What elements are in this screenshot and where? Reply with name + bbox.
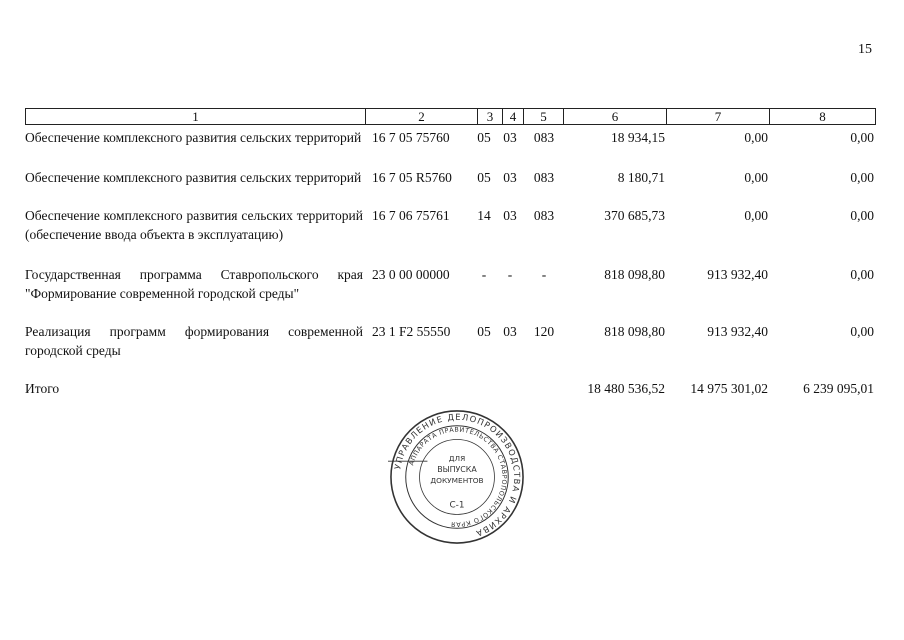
row-col-6: 370 685,73 <box>604 208 665 223</box>
row-col-7: 0,00 <box>744 170 768 185</box>
row-col-8: 0,00 <box>850 130 874 145</box>
row-col-7: 913 932,40 <box>707 324 768 339</box>
row-col-4: 03 <box>503 170 517 185</box>
row-name: Обеспечение комплексного развития сельских территорий (обеспечение ввода объекта в эксплуатацию) <box>25 208 363 242</box>
row-col-3: 05 <box>477 130 491 145</box>
row-col-5: 120 <box>533 324 555 339</box>
stamp-inner-text: АППАРАТА ПРАВИТЕЛЬСТВА СТАВРОПОЛЬСКОГО КРАЯ <box>407 425 509 529</box>
row-col-8: 0,00 <box>850 208 874 223</box>
row-col-4: 03 <box>503 130 517 145</box>
row-col-6: 18 934,15 <box>611 130 665 145</box>
header-col-1: 1 <box>26 109 366 124</box>
row-name: Обеспечение комплексного развития сельских территорий <box>25 130 362 145</box>
row-col-8: 0,00 <box>850 170 874 185</box>
row-code: 23 1 F2 55550 <box>372 324 451 339</box>
total-col-7: 14 975 301,02 <box>690 381 768 396</box>
row-col-3: 05 <box>477 170 491 185</box>
row-col-7: 0,00 <box>744 208 768 223</box>
stamp-mark: С-1 <box>449 500 465 511</box>
row-name: Реализация программ формирования современной городской среды <box>25 324 363 358</box>
row-name: Государственная программа Ставропольского края "Формирование современной городской среды" <box>25 267 363 301</box>
row-code: 16 7 05 R5760 <box>372 170 452 185</box>
total-col-6: 18 480 536,52 <box>587 381 665 396</box>
header-col-5: 5 <box>524 109 564 124</box>
row-col-5: 083 <box>533 208 555 223</box>
official-stamp <box>388 408 526 546</box>
stamp-line-2: ВЫПУСКА <box>437 465 477 475</box>
header-col-3: 3 <box>478 109 503 124</box>
row-code: 16 7 05 75760 <box>372 130 450 145</box>
header-col-8: 8 <box>819 109 826 124</box>
row-code: 23 0 00 00000 <box>372 267 450 282</box>
row-col-3: 14 <box>477 208 491 223</box>
row-col-5: - <box>541 267 547 282</box>
row-col-6: 818 098,80 <box>604 324 665 339</box>
row-col-5: 083 <box>533 130 555 145</box>
row-col-4: 03 <box>503 324 517 339</box>
header-col-4: 4 <box>503 109 524 124</box>
stamp-line-3: ДОКУМЕНТОВ <box>430 475 484 485</box>
row-col-4: - <box>507 267 513 282</box>
stamp-line-1: ДЛЯ <box>448 454 466 464</box>
row-col-5: 083 <box>533 170 555 185</box>
stamp-outer-text: УПРАВЛЕНИЕ ДЕЛОПРОИЗВОДСТВА И АРХИВА <box>392 411 523 539</box>
row-col-4: 03 <box>503 208 517 223</box>
row-col-8: 0,00 <box>850 324 874 339</box>
row-col-6: 8 180,71 <box>617 170 665 185</box>
header-col-6: 6 <box>564 109 667 124</box>
total-label: Итого <box>25 381 60 396</box>
row-col-8: 0,00 <box>850 267 874 282</box>
total-col-8: 6 239 095,01 <box>803 381 874 396</box>
row-code: 16 7 06 75761 <box>372 208 450 223</box>
table-header <box>25 108 876 125</box>
row-col-6: 818 098,80 <box>604 267 665 282</box>
header-col-7: 7 <box>667 109 770 124</box>
row-col-7: 0,00 <box>744 130 768 145</box>
page-number: 15 <box>858 42 872 57</box>
header-col-2: 2 <box>366 109 478 124</box>
row-col-3: 05 <box>477 324 491 339</box>
row-name: Обеспечение комплексного развития сельских территорий <box>25 170 362 185</box>
row-col-3: - <box>481 267 487 282</box>
row-col-7: 913 932,40 <box>707 267 768 282</box>
